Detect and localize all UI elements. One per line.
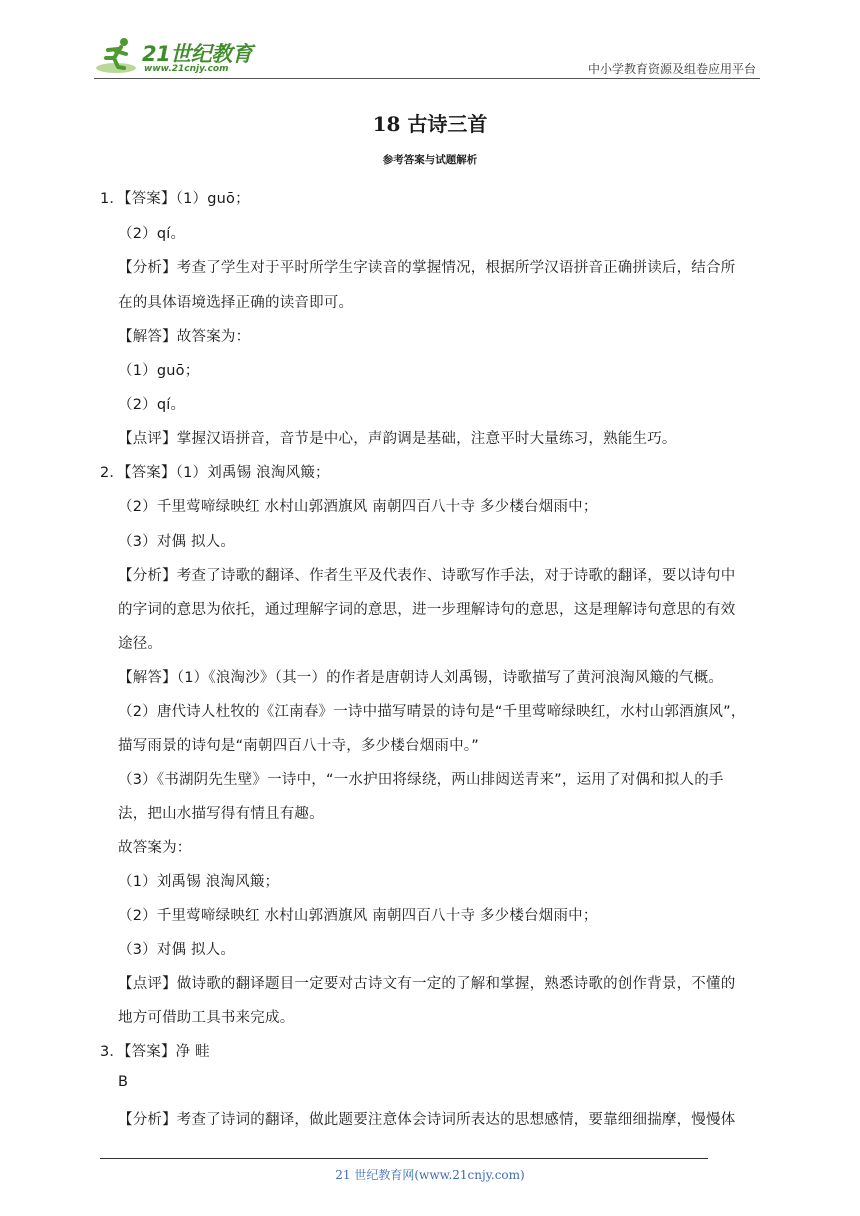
logo-url: www.21cnjy.com: [144, 64, 229, 74]
solution-line: （2）千里莺啼绿映红 水村山郭酒旗风 南朝四百八十寺 多少楼台烟雨中；: [118, 908, 598, 924]
solution-line: （1）guō；: [118, 363, 200, 379]
comment-line: 【点评】掌握汉语拼音，音节是中心，声韵调是基础，注意平时大量练习，熟能生巧。: [118, 431, 677, 447]
analysis-line: 【分析】考查了学生对于平时所学生字读音的掌握情况，根据所学汉语拼音正确拼读后，结合所: [118, 260, 736, 276]
solution-line: （2）唐代诗人杜牧的《江南春》一诗中描写晴景的诗句是“千里莺啼绿映红，水村山郭酒旗风”，: [118, 704, 746, 720]
page-footer: 21 世纪教育网(www.21cnjy.com): [335, 1168, 525, 1182]
site-logo: [94, 34, 264, 78]
solution-line: 法，把山水描写得有情且有趣。: [118, 806, 324, 822]
analysis-line: 途径。: [118, 636, 163, 652]
answer-line: 2．【答案】（1）刘禹锡 浪淘风簸；: [100, 465, 330, 481]
analysis-line: 【分析】考查了诗词的翻译，做此题要注意体会诗词所表达的思想感情，要靠细细揣摩，慢慢体: [118, 1112, 736, 1128]
solution-line: 描写雨景的诗句是“南朝四百八十寺，多少楼台烟雨中。”: [118, 738, 479, 754]
platform-name: 中小学教育资源及组卷应用平台: [587, 62, 756, 76]
solution-line: （3）《书湖阴先生壁》一诗中，“一水护田将绿绕，两山排闼送青来”，运用了对偶和拟人的手: [118, 772, 724, 788]
footer-divider: [100, 1158, 708, 1159]
comment-line: 地方可借助工具书来完成。: [118, 1010, 295, 1026]
header-divider: [94, 78, 760, 79]
analysis-line: 在的具体语境选择正确的读音即可。: [118, 295, 354, 311]
analysis-line: 【分析】考查了诗歌的翻译、作者生平及代表作、诗歌写作手法，对于诗歌的翻译，要以诗句中: [118, 568, 736, 584]
logo-title: 21世纪教育: [142, 42, 253, 66]
solution-line: 【解答】（1）《浪淘沙》（其一）的作者是唐朝诗人刘禹锡，诗歌描写了黄河浪淘风簸的气概。: [118, 670, 724, 686]
answer-line: （2）千里莺啼绿映红 水村山郭酒旗风 南朝四百八十寺 多少楼台烟雨中；: [118, 499, 598, 515]
answer-line: 1．【答案】（1）guō；: [100, 191, 250, 207]
page-header: [94, 34, 760, 80]
solution-line: （2）qí。: [118, 397, 186, 413]
answer-line: 3．【答案】净 畦: [100, 1044, 210, 1060]
solution-line: （1）刘禹锡 浪淘风簸；: [118, 874, 280, 890]
answer-line: B: [118, 1074, 129, 1090]
answer-line: （3）对偶 拟人。: [118, 534, 236, 550]
solution-line: 故答案为：: [118, 840, 192, 856]
answer-line: （2）qí。: [118, 226, 186, 242]
page-title: 18 古诗三首: [372, 112, 488, 136]
comment-line: 【点评】做诗歌的翻译题目一定要对古诗文有一定的了解和掌握，熟悉诗歌的创作背景，不懂的: [118, 976, 736, 992]
runner-logo-icon: [94, 34, 142, 78]
page-subtitle: 参考答案与试题解析: [382, 154, 478, 166]
analysis-line: 的字词的意思为依托，通过理解字词的意思，进一步理解诗句的意思，这是理解诗句意思的有效: [118, 602, 736, 618]
solution-line: （3）对偶 拟人。: [118, 942, 236, 958]
solution-line: 【解答】故答案为：: [118, 329, 251, 345]
